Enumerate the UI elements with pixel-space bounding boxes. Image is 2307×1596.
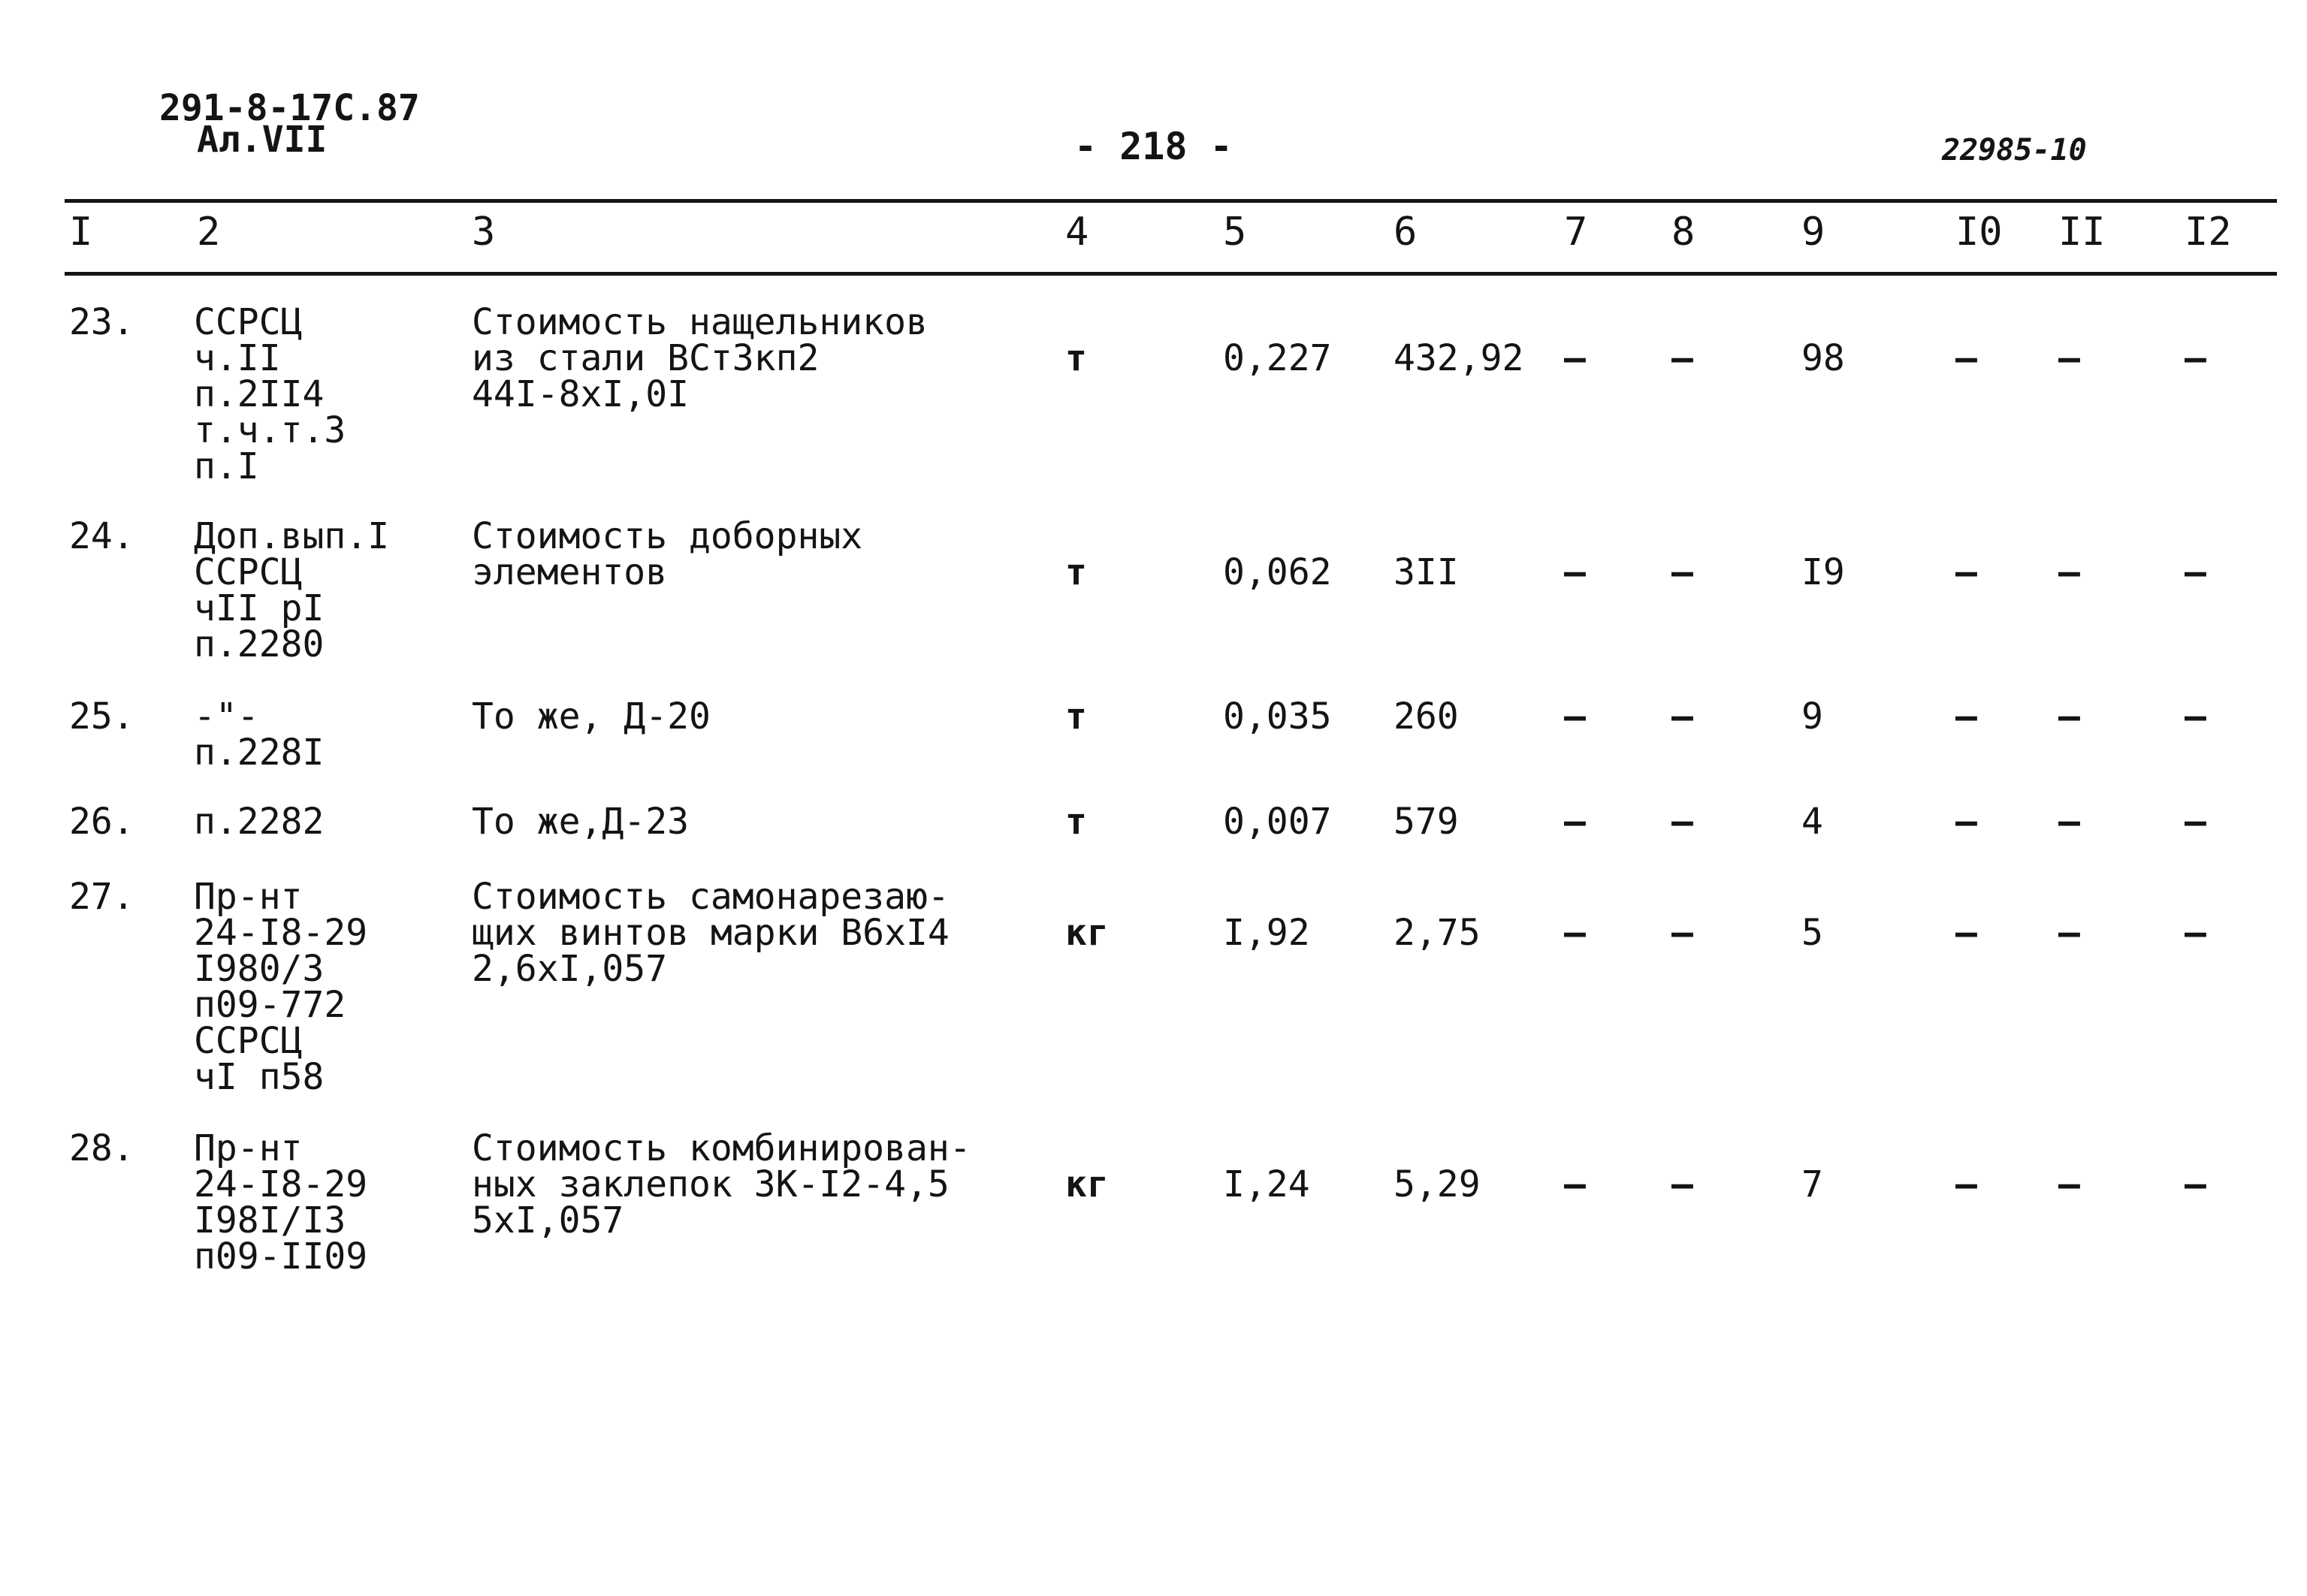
row-name: Стоимость доборных элементов xyxy=(472,515,863,593)
row-name: Стоимость нащельников из стали ВСт3кп2 44I-8хI,0I xyxy=(472,301,928,415)
row-quantity: 0,007 xyxy=(1223,801,1332,843)
row-price: 432,92 xyxy=(1394,337,1524,379)
row-col-12: – xyxy=(2185,695,2206,738)
row-unit: кг xyxy=(1065,912,1109,954)
document-code: 291-8-17С.87 xyxy=(159,87,420,129)
row-price: 579 xyxy=(1394,801,1459,843)
row-col-12: – xyxy=(2185,337,2206,379)
row-col-10: – xyxy=(1955,551,1977,593)
row-name: То же,Д-23 xyxy=(472,801,689,843)
column-header-6: 6 xyxy=(1394,210,1418,255)
row-col-9: 98 xyxy=(1801,337,1845,379)
table-header-rule xyxy=(65,272,2277,276)
row-col-8: – xyxy=(1671,801,1693,843)
column-header-2: 2 xyxy=(197,210,221,255)
row-number: 27. xyxy=(69,876,134,918)
column-header-12: I2 xyxy=(2185,210,2232,255)
row-col-8: – xyxy=(1671,337,1693,379)
column-header-4: 4 xyxy=(1065,210,1089,255)
row-col-12: – xyxy=(2185,1163,2206,1205)
column-header-8: 8 xyxy=(1671,210,1696,255)
row-name: То же, Д-20 xyxy=(472,695,711,738)
row-col-11: – xyxy=(2058,801,2080,843)
row-col-11: – xyxy=(2058,337,2080,379)
row-col-7: – xyxy=(1564,1163,1586,1205)
sheet-label: Ал.VII xyxy=(197,119,328,161)
row-col-11: – xyxy=(2058,551,2080,593)
row-quantity: 0,062 xyxy=(1223,551,1332,593)
row-col-9: 5 xyxy=(1801,912,1823,954)
row-col-10: – xyxy=(1955,912,1977,954)
row-col-12: – xyxy=(2185,551,2206,593)
row-number: 24. xyxy=(69,515,134,557)
row-number: 23. xyxy=(69,301,134,343)
column-header-7: 7 xyxy=(1564,210,1588,255)
row-unit: т xyxy=(1065,551,1087,593)
column-header-9: 9 xyxy=(1801,210,1825,255)
row-col-12: – xyxy=(2185,801,2206,843)
row-col-10: – xyxy=(1955,1163,1977,1205)
column-header-1: I xyxy=(69,210,93,255)
row-col-12: – xyxy=(2185,912,2206,954)
row-source: -"- п.228I xyxy=(194,695,325,774)
column-header-3: 3 xyxy=(472,210,496,255)
row-number: 25. xyxy=(69,695,134,738)
row-col-8: – xyxy=(1671,695,1693,738)
row-source: Доп.вып.I ССРСЦ чII рI п.2280 xyxy=(194,515,390,665)
row-col-8: – xyxy=(1671,551,1693,593)
column-header-10: I0 xyxy=(1955,210,2003,255)
page-number: - 218 - xyxy=(1074,125,1233,168)
column-header-11: II xyxy=(2058,210,2106,255)
row-price: 5,29 xyxy=(1394,1163,1481,1205)
row-col-7: – xyxy=(1564,551,1586,593)
row-col-7: – xyxy=(1564,912,1586,954)
row-col-9: 7 xyxy=(1801,1163,1823,1205)
row-col-11: – xyxy=(2058,1163,2080,1205)
row-price: 2,75 xyxy=(1394,912,1481,954)
row-number: 28. xyxy=(69,1127,134,1169)
row-name: Стоимость комбинирован- ных заклепок ЗК-I2-4,5 5хI,057 xyxy=(472,1127,971,1242)
row-col-11: – xyxy=(2058,912,2080,954)
row-source: Пр-нт 24-I8-29 I98I/I3 п09-II09 xyxy=(194,1127,368,1278)
row-price: 260 xyxy=(1394,695,1459,738)
row-quantity: 0,035 xyxy=(1223,695,1332,738)
row-unit: т xyxy=(1065,695,1087,738)
row-quantity: 0,227 xyxy=(1223,337,1332,379)
row-source: Пр-нт 24-I8-29 I980/3 п09-772 ССРСЦ чI п58 xyxy=(194,876,368,1098)
row-quantity: I,24 xyxy=(1223,1163,1310,1205)
table-top-rule xyxy=(65,199,2277,203)
archive-number: 22985-10 xyxy=(1942,133,2087,167)
row-col-9: 9 xyxy=(1801,695,1823,738)
row-unit: кг xyxy=(1065,1163,1109,1205)
row-col-7: – xyxy=(1564,801,1586,843)
row-name: Стоимость самонарезаю- щих винтов марки В6хI4 2,6хI,057 xyxy=(472,876,950,990)
row-unit: т xyxy=(1065,801,1087,843)
row-number: 26. xyxy=(69,801,134,843)
row-col-7: – xyxy=(1564,337,1586,379)
row-unit: т xyxy=(1065,337,1087,379)
row-col-7: – xyxy=(1564,695,1586,738)
row-col-10: – xyxy=(1955,337,1977,379)
row-col-9: 4 xyxy=(1801,801,1823,843)
row-col-8: – xyxy=(1671,912,1693,954)
row-col-10: – xyxy=(1955,695,1977,738)
row-col-11: – xyxy=(2058,695,2080,738)
row-col-10: – xyxy=(1955,801,1977,843)
row-source: п.2282 xyxy=(194,801,325,843)
row-quantity: I,92 xyxy=(1223,912,1310,954)
row-col-9: I9 xyxy=(1801,551,1845,593)
column-header-5: 5 xyxy=(1223,210,1247,255)
row-price: 3II xyxy=(1394,551,1459,593)
row-col-8: – xyxy=(1671,1163,1693,1205)
row-source: ССРСЦ ч.II п.2II4 т.ч.т.3 п.I xyxy=(194,301,346,487)
